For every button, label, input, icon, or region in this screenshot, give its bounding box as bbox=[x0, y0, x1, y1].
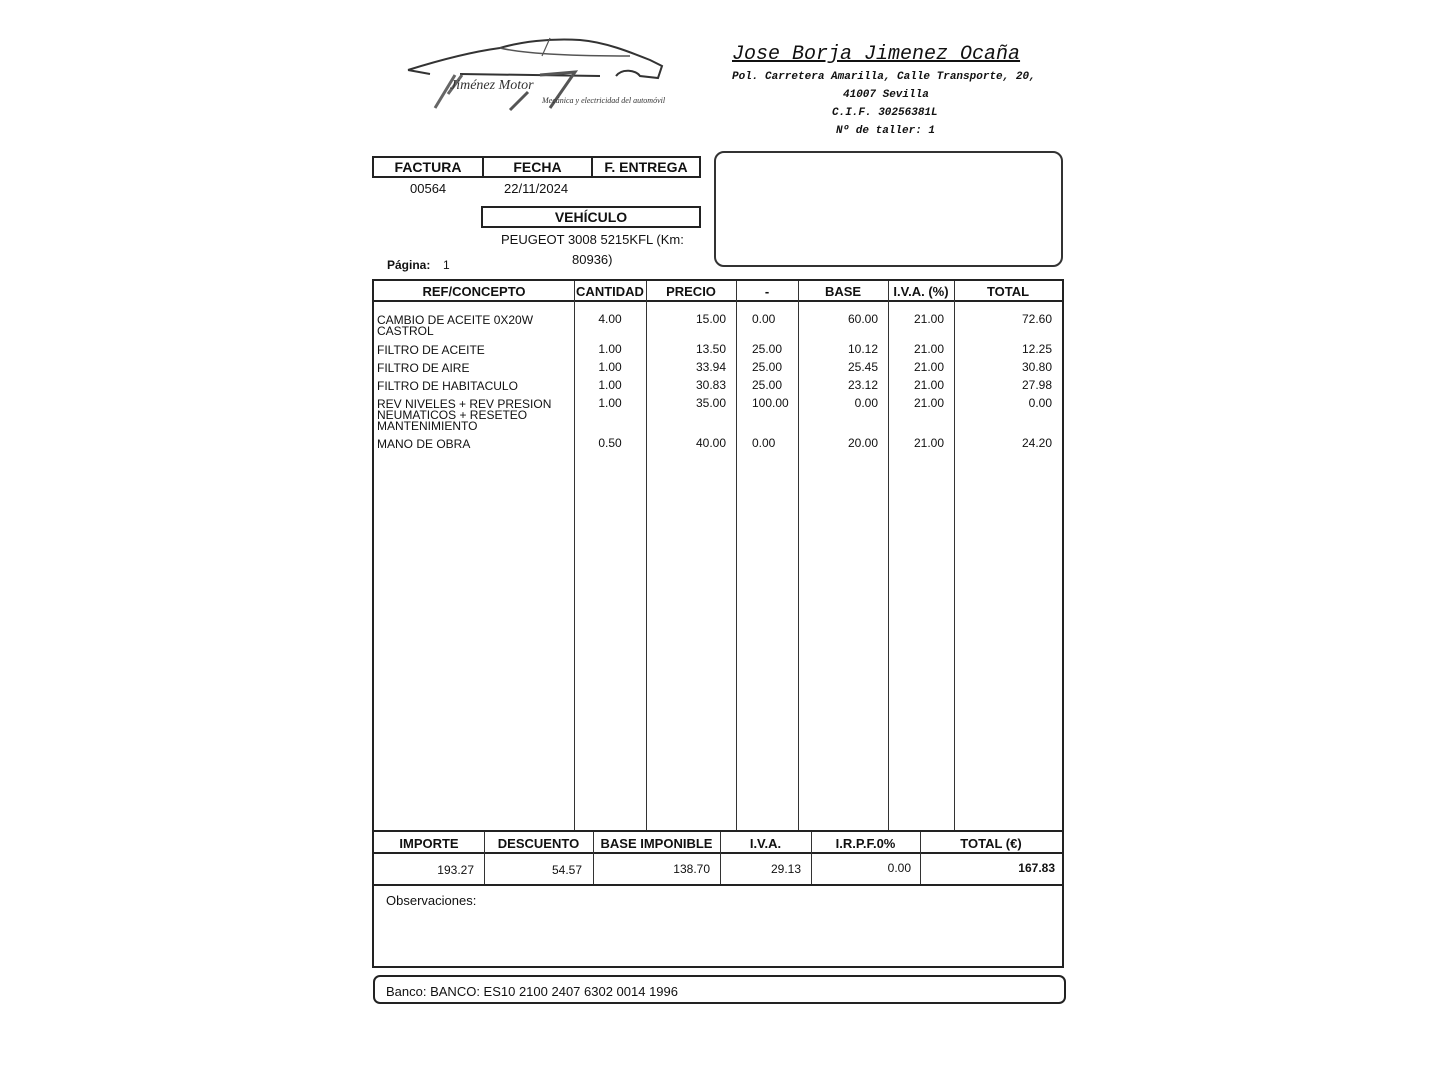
row-concepto: REV NIVELES + REV PRESION bbox=[377, 397, 552, 411]
row-iva: 21.00 bbox=[913, 312, 944, 326]
vehiculo-label: VEHÍCULO bbox=[554, 209, 628, 225]
banco-box bbox=[373, 975, 1066, 1004]
row-total: 30.80 bbox=[1021, 360, 1052, 374]
row-dto: 0.00 bbox=[752, 436, 776, 450]
factura-number: 00564 bbox=[410, 181, 447, 196]
iva-label: I.V.A. bbox=[749, 836, 782, 851]
row-dto: 100.00 bbox=[752, 396, 789, 410]
row-concepto: FILTRO DE ACEITE bbox=[377, 343, 485, 357]
totals-divider bbox=[593, 832, 594, 884]
entrega-label: F. ENTREGA bbox=[604, 159, 688, 175]
total-label: TOTAL (€) bbox=[960, 836, 1022, 851]
row-dto: 25.00 bbox=[752, 342, 783, 356]
irpf-label: I.R.P.F.0% bbox=[835, 836, 896, 851]
row-concepto: MANO DE OBRA bbox=[377, 437, 471, 451]
irpf-value: 0.00 bbox=[887, 861, 911, 875]
vehiculo-line1: PEUGEOT 3008 5215KFL (Km: bbox=[501, 232, 684, 247]
observaciones-box bbox=[372, 886, 1064, 968]
col-header-concepto: REF/CONCEPTO bbox=[422, 284, 526, 299]
items-table-header bbox=[374, 281, 1062, 302]
row-concepto: CASTROL bbox=[377, 324, 434, 338]
row-precio: 35.00 bbox=[695, 396, 726, 410]
row-iva: 21.00 bbox=[913, 378, 944, 392]
row-iva: 21.00 bbox=[913, 436, 944, 450]
row-precio: 30.83 bbox=[695, 378, 726, 392]
row-iva: 21.00 bbox=[913, 342, 944, 356]
row-precio: 33.94 bbox=[695, 360, 726, 374]
row-concepto: FILTRO DE AIRE bbox=[377, 361, 470, 375]
descuento-value: 54.57 bbox=[551, 863, 582, 877]
totals-table bbox=[372, 832, 1064, 886]
totals-divider bbox=[920, 832, 921, 884]
row-cantidad: 0.50 bbox=[598, 436, 622, 450]
row-concepto: CAMBIO DE ACEITE 0X20W bbox=[377, 313, 534, 327]
importe-value: 193.27 bbox=[437, 863, 474, 877]
base-imponible-value: 138.70 bbox=[673, 862, 710, 876]
col-divider bbox=[736, 281, 737, 830]
row-cantidad: 4.00 bbox=[598, 312, 622, 326]
row-cantidad: 1.00 bbox=[598, 342, 622, 356]
row-base: 23.12 bbox=[847, 378, 878, 392]
vehiculo-header bbox=[481, 206, 701, 228]
pagina-value: 1 bbox=[443, 258, 450, 272]
row-total: 0.00 bbox=[1028, 396, 1052, 410]
factura-label: FACTURA bbox=[374, 158, 484, 176]
company-taller: Nº de taller: 1 bbox=[836, 125, 936, 137]
totals-divider bbox=[811, 832, 812, 884]
pagina-label: Página: bbox=[387, 258, 431, 272]
observaciones-label: Observaciones: bbox=[386, 893, 477, 908]
company-cif: C.I.F. 30256381L bbox=[832, 107, 938, 119]
col-header-precio: PRECIO bbox=[666, 284, 716, 299]
base-imponible-label: BASE IMPONIBLE bbox=[600, 836, 713, 851]
row-concepto: MANTENIMIENTO bbox=[377, 419, 478, 433]
row-base: 20.00 bbox=[847, 436, 878, 450]
company-address: Pol. Carretera Amarilla, Calle Transporte, 20, bbox=[732, 71, 1036, 83]
col-header-total: TOTAL bbox=[986, 284, 1030, 299]
row-total: 27.98 bbox=[1021, 378, 1052, 392]
row-iva: 21.00 bbox=[913, 360, 944, 374]
row-precio: 13.50 bbox=[695, 342, 726, 356]
logo-text: Jiménez Motor bbox=[450, 78, 534, 93]
logo-tagline: Mecánica y electricidad del automóvil bbox=[542, 96, 666, 105]
col-header-dto: - bbox=[764, 284, 770, 299]
banco-text: Banco: BANCO: ES10 2100 2407 6302 0014 1996 bbox=[386, 984, 678, 999]
row-dto: 0.00 bbox=[752, 312, 776, 326]
row-concepto: NEUMATICOS + RESETEO bbox=[377, 408, 528, 422]
row-dto: 25.00 bbox=[752, 360, 783, 374]
row-total: 24.20 bbox=[1021, 436, 1052, 450]
vehiculo-line2: 80936) bbox=[572, 252, 613, 267]
totals-divider bbox=[720, 832, 721, 884]
row-total: 12.25 bbox=[1021, 342, 1052, 356]
invoice-header-box bbox=[372, 156, 701, 178]
row-iva: 21.00 bbox=[913, 396, 944, 410]
company-logo bbox=[400, 30, 670, 120]
car-silhouette-icon bbox=[400, 30, 670, 120]
row-concepto: FILTRO DE HABITACULO bbox=[377, 379, 518, 393]
fecha-value: 22/11/2024 bbox=[504, 181, 569, 196]
importe-label: IMPORTE bbox=[399, 836, 459, 851]
row-base: 0.00 bbox=[854, 396, 878, 410]
customer-box bbox=[714, 151, 1063, 267]
row-precio: 40.00 bbox=[695, 436, 726, 450]
row-cantidad: 1.00 bbox=[598, 378, 622, 392]
row-cantidad: 1.00 bbox=[598, 396, 622, 410]
row-total: 72.60 bbox=[1021, 312, 1052, 326]
items-table bbox=[372, 279, 1064, 832]
iva-value: 29.13 bbox=[770, 862, 801, 876]
row-base: 10.12 bbox=[847, 342, 878, 356]
descuento-label: DESCUENTO bbox=[497, 836, 580, 851]
row-base: 60.00 bbox=[847, 312, 878, 326]
row-cantidad: 1.00 bbox=[598, 360, 622, 374]
col-header-base: BASE bbox=[824, 284, 862, 299]
row-precio: 15.00 bbox=[695, 312, 726, 326]
company-city: 41007 Sevilla bbox=[843, 89, 929, 101]
row-base: 25.45 bbox=[847, 360, 878, 374]
totals-header bbox=[374, 832, 1062, 854]
row-dto: 25.00 bbox=[752, 378, 783, 392]
fecha-label: FECHA bbox=[484, 158, 593, 176]
col-header-iva: I.V.A. (%) bbox=[893, 284, 949, 299]
total-value: 167.83 bbox=[1018, 861, 1055, 875]
col-header-cantidad: CANTIDAD bbox=[576, 284, 644, 299]
company-name: Jose Borja Jimenez Ocaña bbox=[732, 43, 1021, 66]
